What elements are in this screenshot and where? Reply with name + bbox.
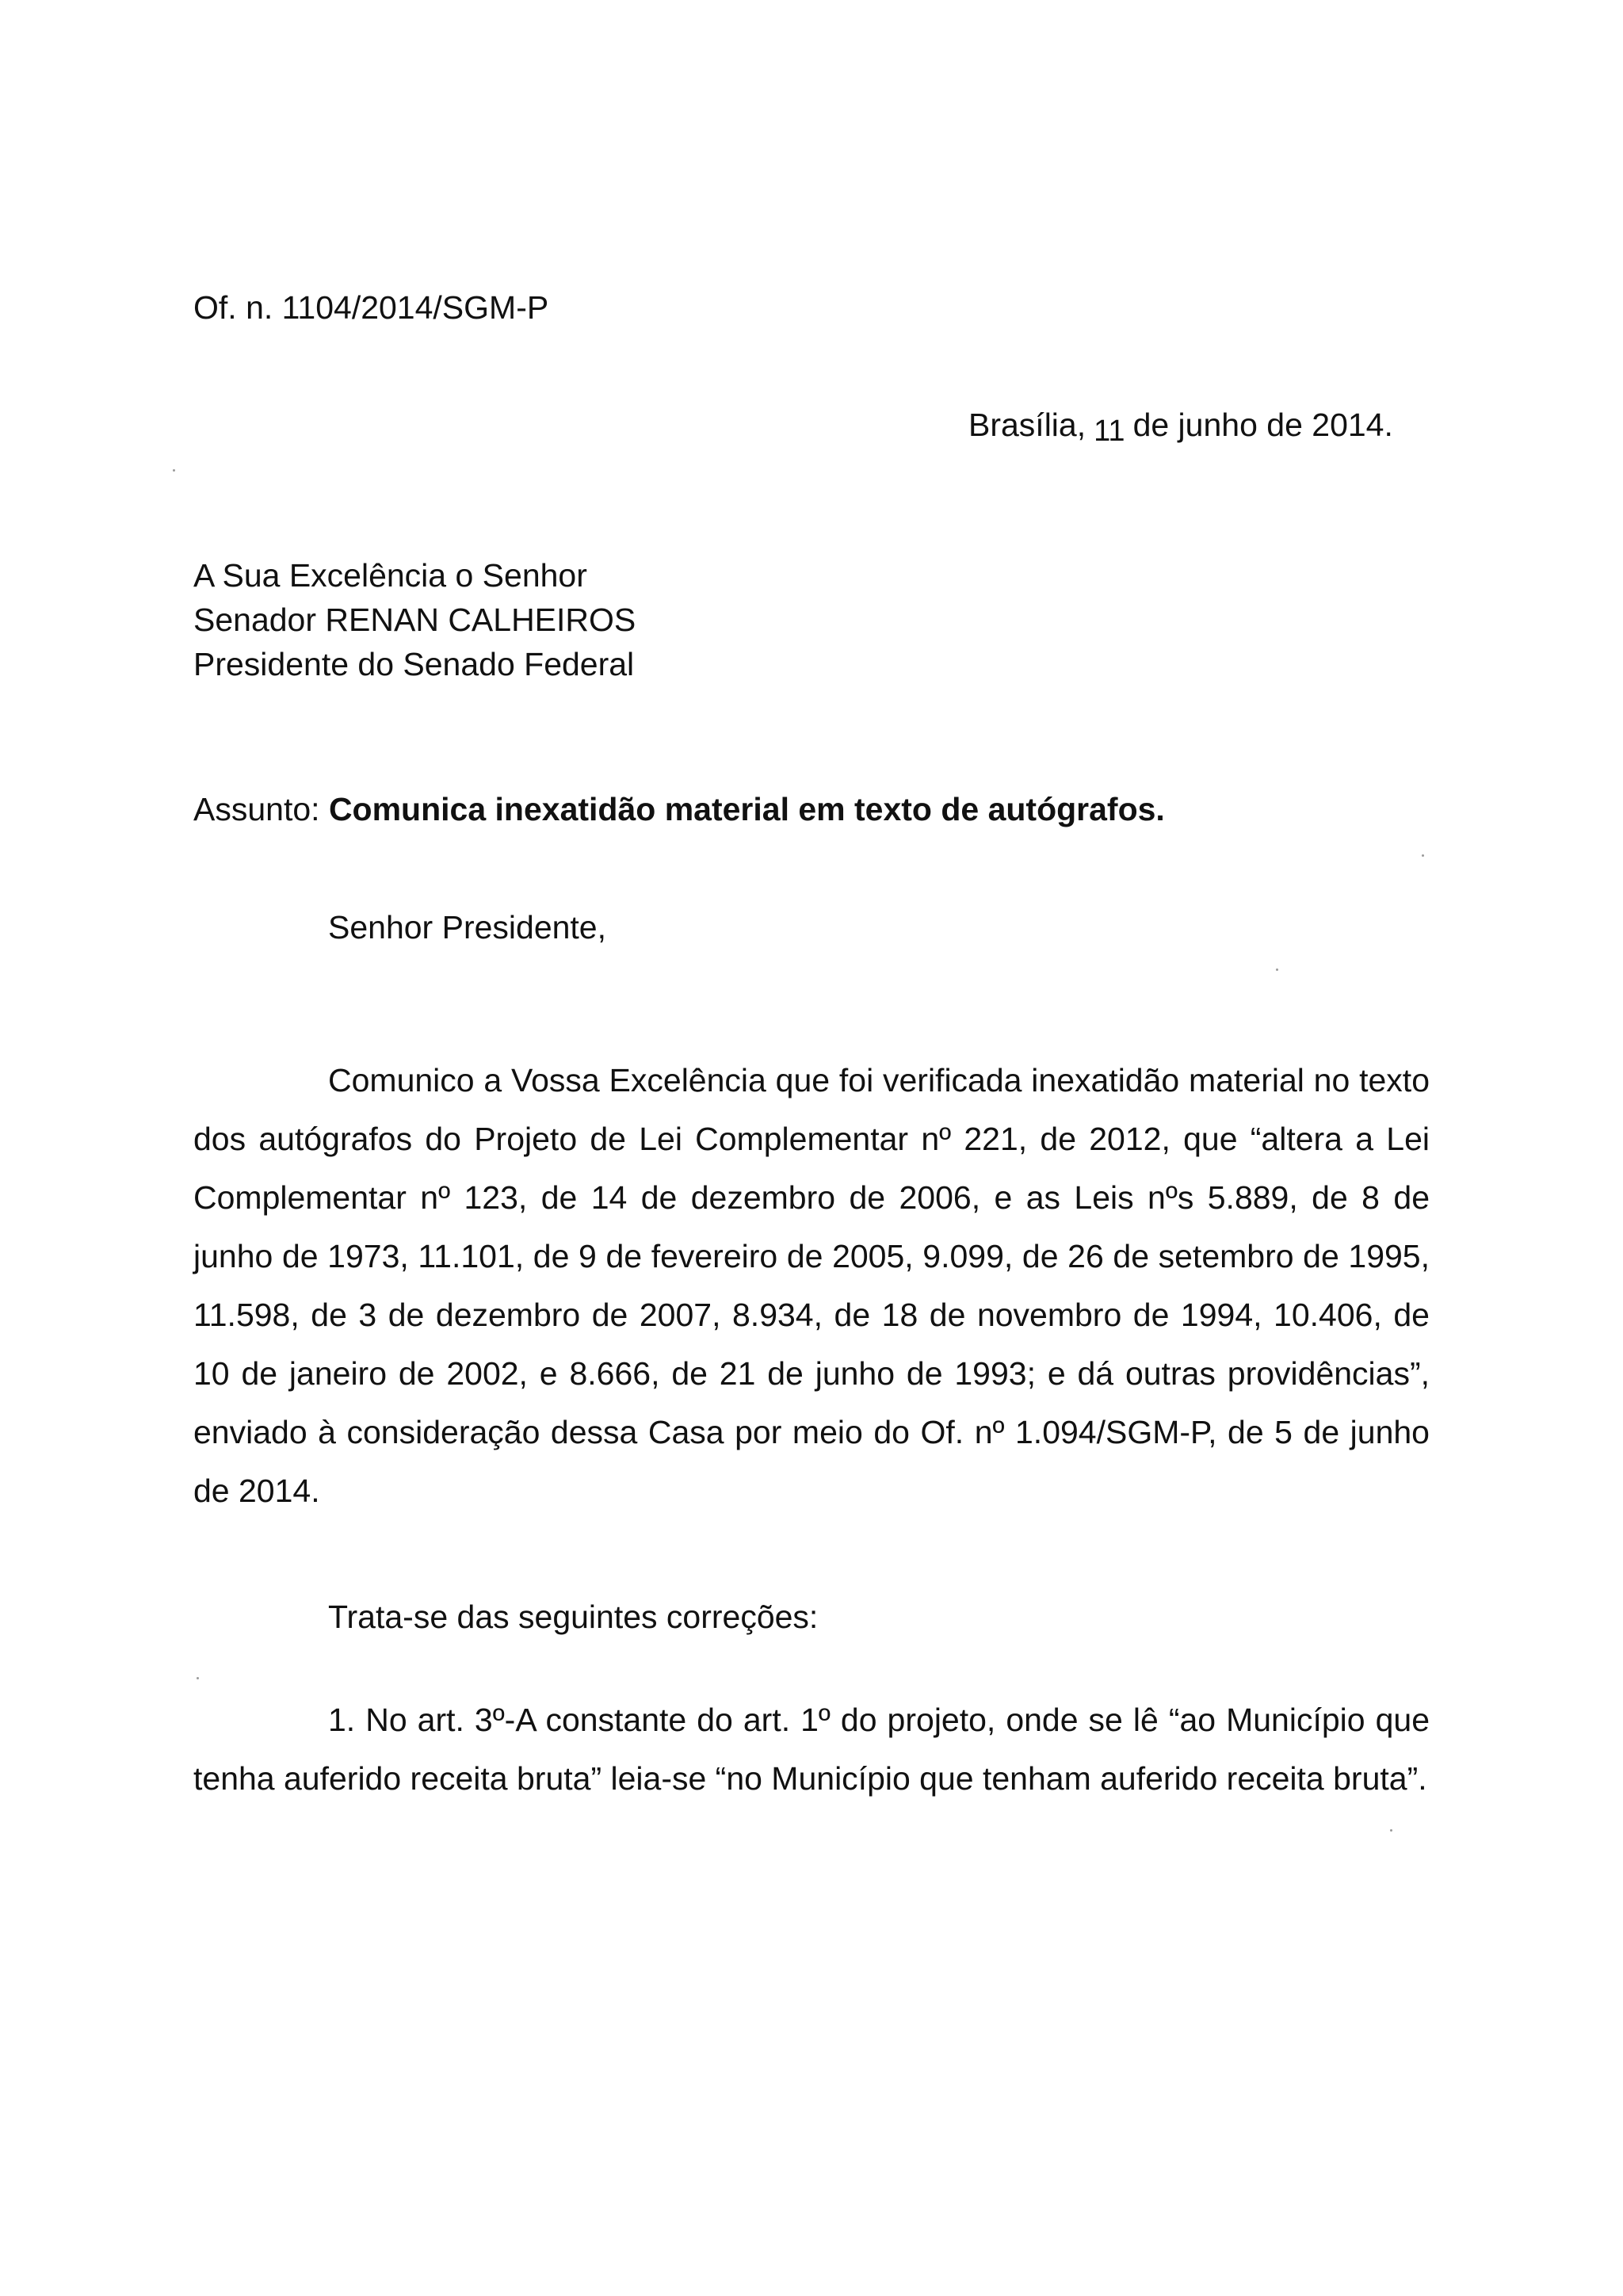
date-line [968,406,1393,448]
date-suffix: de junho de 2014. [1132,407,1393,443]
addressee-line: Presidente do Senado Federal [193,646,635,682]
addressee-block [193,553,636,686]
scan-speck [1276,968,1278,971]
date-prefix: Brasília, [968,407,1086,443]
scan-speck [197,1677,199,1679]
body-paragraph: 1. No art. 3º-A constante do art. 1º do projeto, onde se lê “ao Município que tenha auferido receita bruta” leia-se “no Município que tenham auferido receita bruta”. [193,1702,1430,1797]
date-day: 11 [1094,415,1125,448]
addressee-line: Senador RENAN CALHEIROS [193,602,636,638]
reference-number: Of. n. 1104/2014/SGM-P [193,289,549,326]
scan-speck [1422,854,1424,857]
scan-speck [1390,1829,1392,1832]
subject-text: Comunica inexatidão material em texto de autógrafos. [328,791,1165,827]
body-paragraph: Trata-se das seguintes correções: [328,1599,819,1635]
body-paragraph: Comunico a Vossa Excelência que foi verificada inexatidão material no texto dos autógrafos do Projeto de Lei Complementar nº 221, de 2012, que “altera a Lei Complementar nº 123, de 14 de dezembro de 2006, e as Leis nºs 5.889, de 8 de junho de 1973, 11.101, de 9 de fevereiro de 2005, 9.099, de 26 de setembro de 1995, 11.598, de 3 de dezembro de 2007, 8.934, de 18 de novembro de 1994, 10.406, de 10 de janeiro de 2002, e 8.666, de 21 de junho de 1993; e dá outras providências”, enviado à consideração dessa Casa por meio do Of. nº 1.094/SGM-P, de 5 de junho de 2014. [193,1062,1430,1509]
salutation: Senhor Presidente, [328,909,607,946]
subject-label: Assunto: [193,791,320,827]
addressee-line: A Sua Excelência o Senhor [193,557,587,594]
subject-line [193,790,1165,828]
scan-speck [173,469,175,472]
